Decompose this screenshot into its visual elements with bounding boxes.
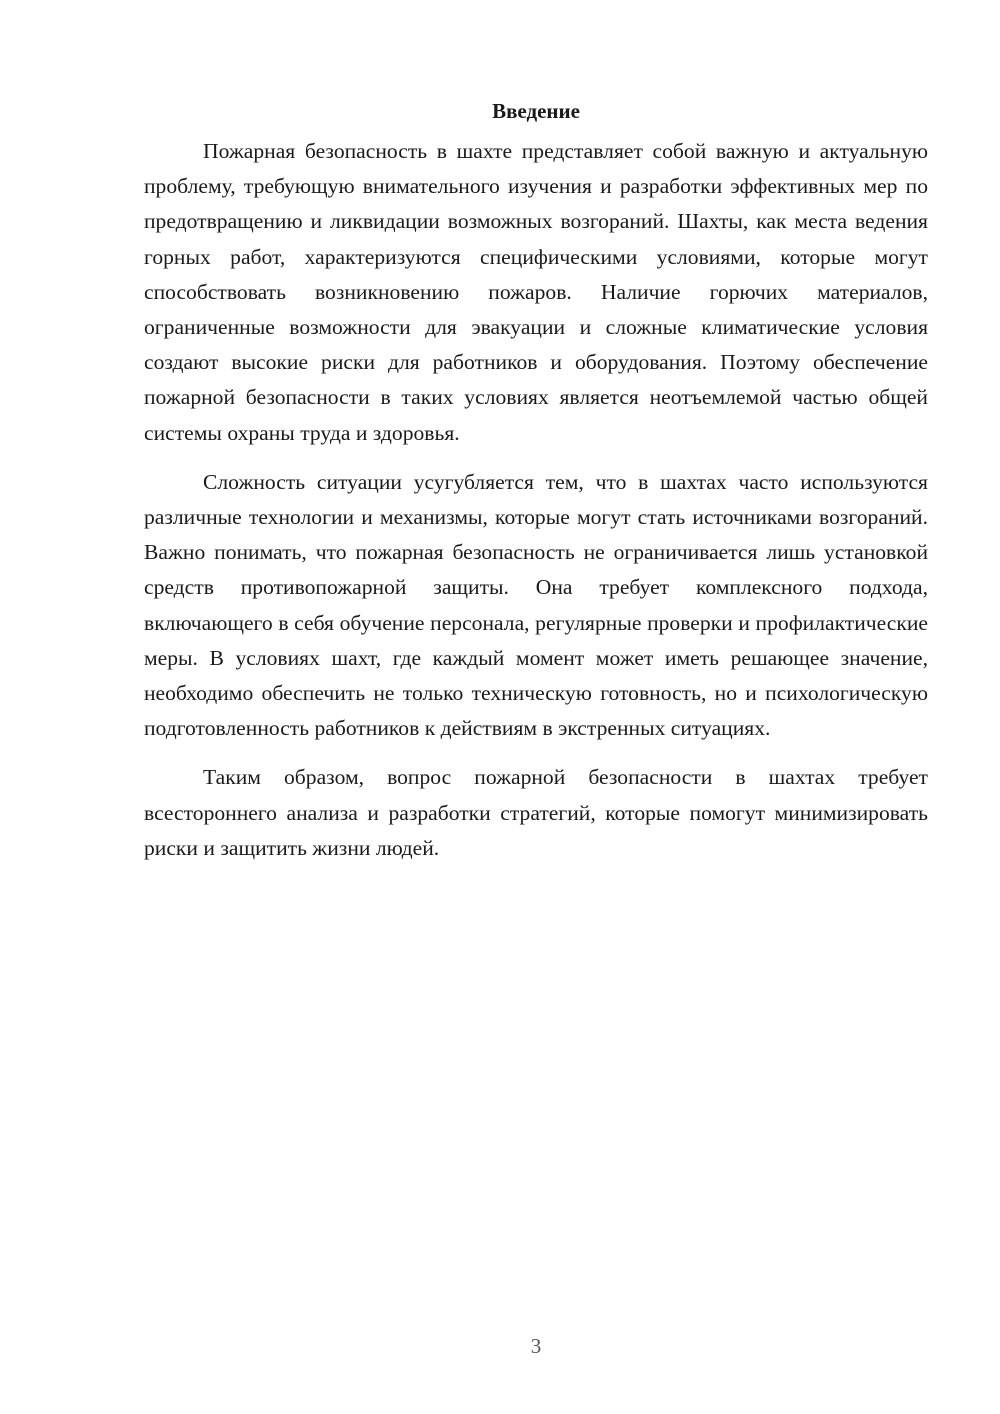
paragraph-2: Сложность ситуации усугубляется тем, что в шахтах часто используются различные технологии и механизмы, которые могут стать источниками возгораний. Важно понимать, что пожарная безопасность не ограничивается лишь установкой средств противопожарной защиты. Она требует комплексного подхода, включающего в себя обучение персонала, регулярные проверки и профилактические меры. В условиях шахт, где каждый момент может иметь решающее значение, необходимо обеспечить не только техническую готовность, но и психологическую подготовленность работников к действиям в экстренных ситуациях. [144, 469, 928, 741]
section-heading: Введение [492, 99, 580, 123]
page-content [144, 98, 928, 880]
paragraph-1: Пожарная безопасность в шахте представляет собой важную и актуальную проблему, требующую внимательного изучения и разработки эффективных мер по предотвращению и ликвидации возможных возгораний. Шахты, как места ведения горных работ, характеризуются специфическими условиями, которые могут способствовать возникновению пожаров. Наличие горючих материалов, ограниченные возможности для эвакуации и сложные климатические условия создают высокие риски для работников и оборудования. Поэтому обеспечение пожарной безопасности в таких условиях является неотъемлемой частью общей системы охраны труда и здоровья. [144, 139, 928, 445]
page-number: 3 [530, 1334, 542, 1358]
paragraph-3: Таким образом, вопрос пожарной безопасности в шахтах требует всестороннего анализа и разработки стратегий, которые помогут минимизировать риски и защитить жизни людей. [144, 765, 928, 860]
